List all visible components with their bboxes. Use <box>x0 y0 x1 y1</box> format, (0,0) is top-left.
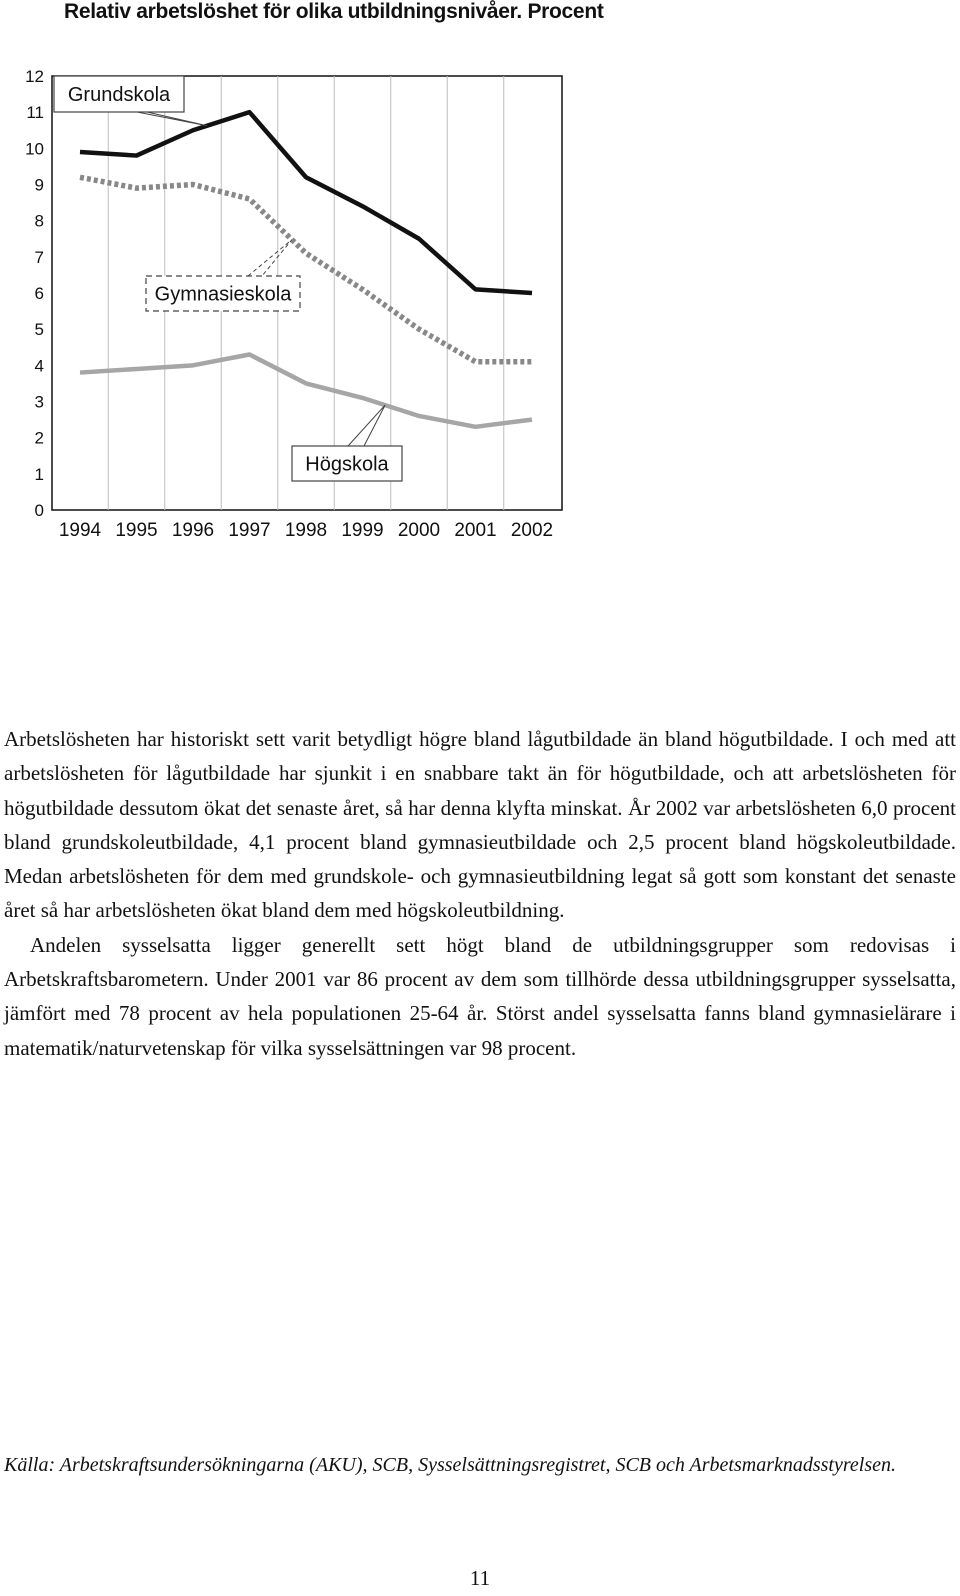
body-text <box>4 722 956 1065</box>
y-axis <box>25 67 44 520</box>
legend-label: Grundskola <box>67 84 171 106</box>
y-tick-label: 3 <box>34 392 44 412</box>
callout-line <box>137 112 207 126</box>
y-tick-label: 9 <box>34 175 44 195</box>
y-tick-label: 10 <box>25 139 44 159</box>
source-note: Källa: Arbetskraftsundersökningarna (AKU), SCB, Sysselsättningsregistret, SCB och Arbetsmarknadsstyrelsen. <box>4 1454 896 1476</box>
plot-frame <box>52 76 562 510</box>
x-tick-label: 2001 <box>454 520 497 541</box>
y-tick-label: 0 <box>34 501 44 520</box>
line-chart <box>0 40 600 560</box>
y-tick-label: 7 <box>34 247 44 267</box>
legend-label: Gymnasieskola <box>154 283 292 306</box>
y-tick-label: 8 <box>34 211 44 231</box>
y-tick-label: 2 <box>34 428 44 448</box>
x-tick-label: 1996 <box>171 520 215 541</box>
page-number: 11 <box>469 1566 491 1590</box>
y-tick-label: 6 <box>34 284 44 303</box>
paragraph-1: Arbetslösheten har historiskt sett varit betydligt högre bland lågutbildade än bland högutbildade. I och med att arbetslösheten för lågutbildade har sjunkit i en snabbare takt än för högutbildade, och att arbetslösheten för högutbildade dessutom ökat det senaste året, så har denna klyfta minskat. År 2002 var arbetslösheten 6,0 procent bland grundskoleutbildade, 4,1 procent bland gymnasieutbildade och 2,5 procent bland högskoleutbildade. Medan arbetslösheten för dem med grundskole- och gymnasieutbildning legat så gott som konstant det senaste året så har arbetslösheten ökat bland dem med högskoleutbildning. <box>4 727 956 923</box>
x-tick-label: 1999 <box>341 520 384 541</box>
x-tick-label: 1994 <box>58 520 102 541</box>
y-tick-label: 11 <box>26 103 44 123</box>
paragraph-2: Andelen sysselsatta ligger generellt sett högt bland de utbildningsgrupper som redovisas i Arbetskraftsbarometern. Under 2001 var 86 procent av dem som tillhörde dessa utbildningsgrupper sysselsatta, jämfört med 78 procent av hela populationen 25-64 år. Störst andel sysselsatta fanns bland gymnasielärare i matematik/naturvetenskap för vilka sysselsättningen var 98 procent. <box>4 932 956 1060</box>
y-tick-label: 5 <box>34 320 44 340</box>
y-tick-label: 12 <box>25 67 44 86</box>
callout-line <box>348 405 385 446</box>
x-axis <box>59 520 553 541</box>
x-tick-label: 1998 <box>284 520 328 541</box>
series-line-grundskola <box>80 112 532 293</box>
series-line-högskola <box>80 354 532 426</box>
series-line-gymnasieskola <box>80 177 532 361</box>
x-tick-label: 1997 <box>228 520 271 541</box>
series-lines <box>80 112 532 427</box>
x-tick-label: 1995 <box>115 520 158 541</box>
chart-title: Relativ arbetslöshet för olika utbildningsnivåer. Procent <box>64 0 604 23</box>
x-tick-label: 2002 <box>510 520 554 541</box>
x-tick-label: 2000 <box>397 520 441 541</box>
y-tick-label: 1 <box>34 464 44 484</box>
callout-line <box>248 240 292 276</box>
legend-label: Högskola <box>305 453 389 476</box>
y-tick-label: 4 <box>34 356 44 376</box>
